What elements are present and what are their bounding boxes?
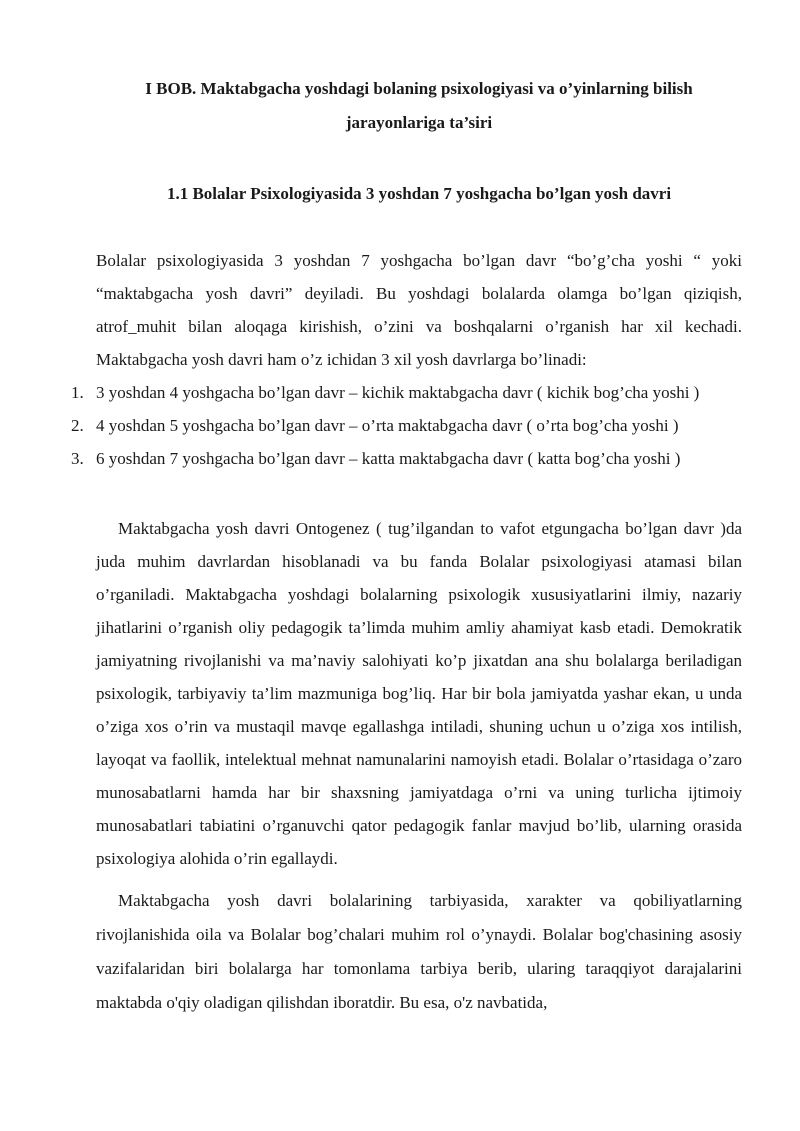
list-number: 3. <box>71 449 84 468</box>
chapter-title: I BOB. Maktabgacha yoshdagi bolaning psixologiyasi va o’yinlarning bilish jarayonlariga ta’siri <box>145 79 693 132</box>
list-number: 2. <box>71 416 84 435</box>
paragraph-upbringing: Maktabgacha yosh davri bolalarining tarbiyasida, xarakter va qobiliyatlarning rivojlanishida oila va Bolalar bog’chalari muhim rol o’ynaydi. Bolalar bog'chasining asosiy vazifalaridan biri bolalarga har tomonlama tarbiya berib, ularing taraqqiyot darajalarini maktabda o'qiy oladigan qilishdan iboratdir. Bu esa, o'z navbatida, <box>96 891 742 1012</box>
list-item <box>0 442 742 475</box>
list-item-text: 3 yoshdan 4 yoshgacha bo’lgan davr – kichik maktabgacha davr ( kichik bog’cha yoshi ) <box>96 383 700 402</box>
list-item-text: 6 yoshdan 7 yoshgacha bo’lgan davr – katta maktabgacha davr ( katta bog’cha yoshi ) <box>96 449 681 468</box>
paragraph-ontogenesis: Maktabgacha yosh davri Ontogenez ( tug’ilgandan to vafot etgungacha bo’lgan davr )da juda muhim davrlardan hisoblanadi va bu fanda Bolalar psixologiyasi atamasi bilan o’rganiladi. Maktabgacha yoshdagi bolalarning psixologik xususiyatlarini ilmiy, nazariy jihatlarini o’rganish oliy pedagogik ta’limda muhim amliy ahamiyat kasb etadi. Demokratik jamiyatning rivojlanishi va ma’naviy salohiyati ko’p jixatdan ana shu bolalarga beriladigan psixologik, tarbiyaviy ta’lim mazmuniga bog’liq. Har bir bola jamiyatda yashar ekan, u unda o’ziga xos o’rin va mustaqil mavqe egallashga intiladi, shuning uchun u o’ziga xos intilish, layoqat va faollik, intelektual mehnat namunalarini namoyish etadi. Bolalar o’rtasidaga o’zaro munosabatlarni hamda har bir shaxsning jamiyatdaga o’rni va uning turlicha ijtimoiy munosabatlari tabiatini o’rganuvchi qator pedagogik fanlar mavjud bo’lib, ularning orasida psixologiya alohida o’rin egallaydi. <box>96 519 742 868</box>
list-item-text: 4 yoshdan 5 yoshgacha bo’lgan davr – o’rta maktabgacha davr ( o’rta bog’cha yoshi ) <box>96 416 679 435</box>
list-item <box>0 409 742 442</box>
list-number: 1. <box>71 383 84 402</box>
section-subtitle: 1.1 Bolalar Psixologiyasida 3 yoshdan 7 yoshgacha bo’lgan yosh davri <box>166 184 672 203</box>
paragraph-intro: Bolalar psixologiyasida 3 yoshdan 7 yoshgacha bo’lgan davr “bo’g’cha yoshi “ yoki “maktabgacha yosh davri” deyiladi. Bu yoshdagi bolalarda olamga bo’lgan qiziqish, atrof_muhit bilan aloqaga kirishish, o’zini va boshqalarni o’rganish har xil kechadi. Maktabgacha yosh davri ham o’z ichidan 3 xil yosh davrlarga bo’linadi: <box>96 251 742 369</box>
list-item <box>0 376 742 409</box>
age-periods-list <box>0 376 742 475</box>
